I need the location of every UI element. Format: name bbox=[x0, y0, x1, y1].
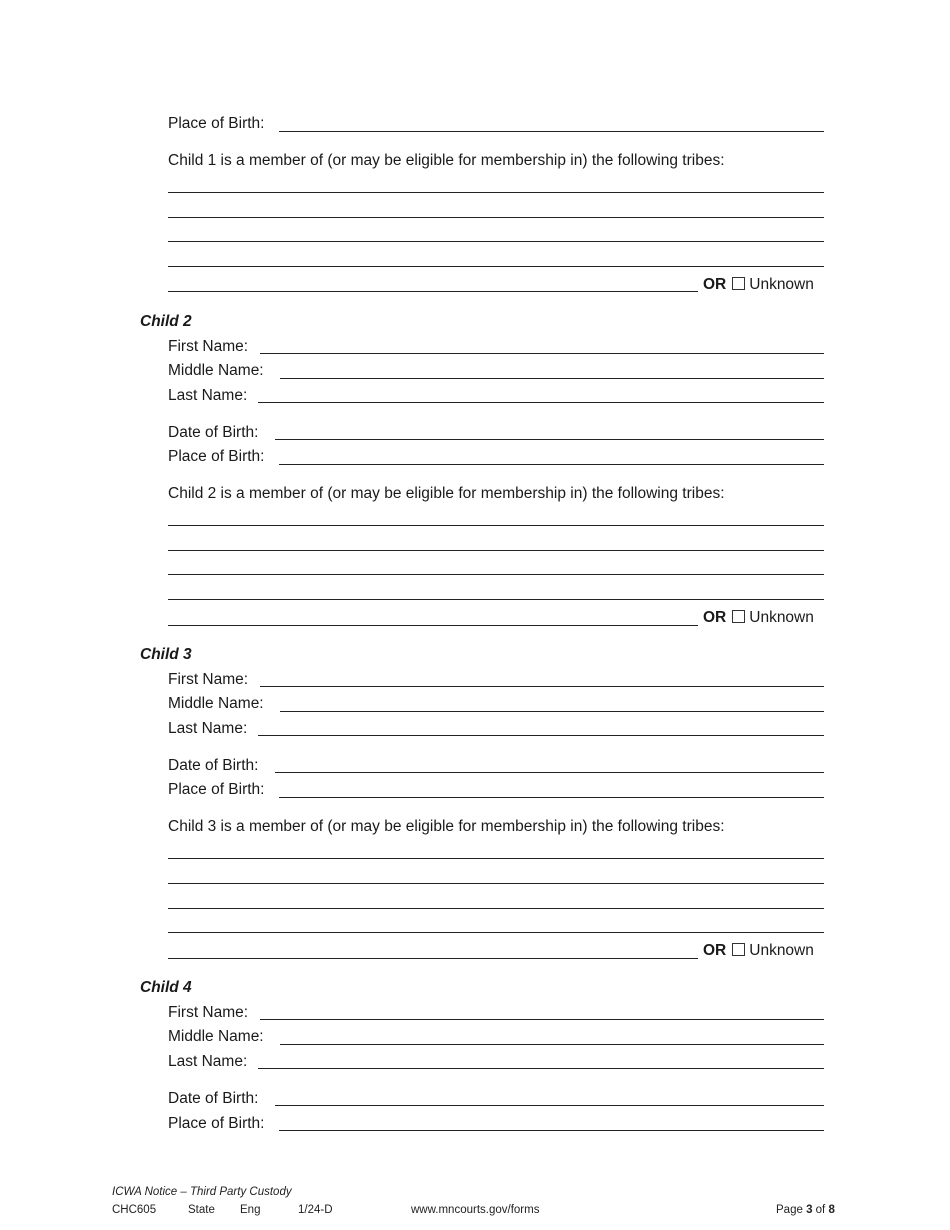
child2-place-of-birth-field[interactable] bbox=[279, 464, 824, 465]
last-name-label: Last Name: bbox=[168, 387, 248, 404]
date-of-birth-label: Date of Birth: bbox=[168, 1090, 259, 1107]
page-of: of bbox=[812, 1204, 829, 1216]
last-name-label: Last Name: bbox=[168, 720, 248, 737]
child2-tribe-line-1[interactable] bbox=[168, 525, 824, 526]
child1-tribe-line-4[interactable] bbox=[168, 266, 824, 267]
page-total: 8 bbox=[828, 1204, 835, 1216]
child2-date-of-birth-field[interactable] bbox=[275, 439, 824, 440]
place-of-birth-label: Place of Birth: bbox=[168, 1115, 265, 1132]
page-prefix: Page bbox=[776, 1204, 807, 1216]
child1-unknown-option bbox=[703, 276, 814, 294]
child3-last-name-field[interactable] bbox=[258, 735, 824, 736]
child3-date-of-birth-field[interactable] bbox=[275, 772, 824, 773]
unknown-checkbox[interactable] bbox=[732, 610, 745, 623]
child3-tribe-line-1[interactable] bbox=[168, 858, 824, 859]
footer-state: State bbox=[188, 1204, 215, 1216]
child3-heading: Child 3 bbox=[140, 646, 192, 663]
child2-unknown-option bbox=[703, 609, 814, 627]
footer-language: Eng bbox=[240, 1204, 261, 1216]
child2-tribe-line-5[interactable] bbox=[168, 625, 698, 626]
child3-tribe-line-3[interactable] bbox=[168, 908, 824, 909]
footer-revision: 1/24-D bbox=[298, 1204, 333, 1216]
child3-unknown-option bbox=[703, 942, 814, 960]
child4-heading: Child 4 bbox=[140, 979, 192, 996]
child4-last-name-field[interactable] bbox=[258, 1068, 824, 1069]
child1-place-of-birth-field[interactable] bbox=[279, 131, 824, 132]
first-name-label: First Name: bbox=[168, 671, 249, 688]
footer-form-title: ICWA Notice – Third Party Custody bbox=[112, 1186, 292, 1198]
footer-form-code: CHC605 bbox=[112, 1204, 157, 1216]
or-label: OR bbox=[703, 609, 727, 626]
place-of-birth-label: Place of Birth: bbox=[168, 448, 265, 465]
child3-first-name-field[interactable] bbox=[260, 686, 824, 687]
date-of-birth-label: Date of Birth: bbox=[168, 424, 259, 441]
last-name-label: Last Name: bbox=[168, 1053, 248, 1070]
child4-middle-name-field[interactable] bbox=[280, 1044, 824, 1045]
or-label: OR bbox=[703, 276, 727, 293]
child3-tribe-line-2[interactable] bbox=[168, 883, 824, 884]
child4-place-of-birth-field[interactable] bbox=[279, 1130, 824, 1131]
unknown-checkbox[interactable] bbox=[732, 943, 745, 956]
child2-tribes-text: Child 2 is a member of (or may be eligible for membership in) the following tribes: bbox=[168, 485, 725, 502]
child1-tribe-line-3[interactable] bbox=[168, 241, 824, 242]
child2-middle-name-field[interactable] bbox=[280, 378, 824, 379]
child3-tribes-text: Child 3 is a member of (or may be eligible for membership in) the following tribes: bbox=[168, 818, 725, 835]
middle-name-label: Middle Name: bbox=[168, 362, 264, 379]
middle-name-label: Middle Name: bbox=[168, 695, 264, 712]
place-of-birth-label: Place of Birth: bbox=[168, 781, 265, 798]
child3-place-of-birth-field[interactable] bbox=[279, 797, 824, 798]
child1-tribes-text: Child 1 is a member of (or may be eligible for membership in) the following tribes: bbox=[168, 152, 725, 169]
child3-tribe-line-5[interactable] bbox=[168, 958, 698, 959]
child1-tribe-line-2[interactable] bbox=[168, 217, 824, 218]
unknown-label: Unknown bbox=[749, 609, 814, 626]
child2-first-name-field[interactable] bbox=[260, 353, 824, 354]
page-current: 3 bbox=[806, 1204, 813, 1216]
place-of-birth-label: Place of Birth: bbox=[168, 115, 265, 132]
first-name-label: First Name: bbox=[168, 338, 249, 355]
unknown-label: Unknown bbox=[749, 942, 814, 959]
child1-tribe-line-1[interactable] bbox=[168, 192, 824, 193]
child3-tribe-line-4[interactable] bbox=[168, 932, 824, 933]
footer-url: www.mncourts.gov/forms bbox=[411, 1204, 540, 1216]
child2-tribe-line-4[interactable] bbox=[168, 599, 824, 600]
unknown-label: Unknown bbox=[749, 276, 814, 293]
child4-date-of-birth-field[interactable] bbox=[275, 1105, 824, 1106]
date-of-birth-label: Date of Birth: bbox=[168, 757, 259, 774]
first-name-label: First Name: bbox=[168, 1004, 249, 1021]
child1-tribe-line-5[interactable] bbox=[168, 291, 698, 292]
child4-first-name-field[interactable] bbox=[260, 1019, 824, 1020]
child2-tribe-line-3[interactable] bbox=[168, 574, 824, 575]
child3-middle-name-field[interactable] bbox=[280, 711, 824, 712]
or-label: OR bbox=[703, 942, 727, 959]
child2-heading: Child 2 bbox=[140, 313, 192, 330]
unknown-checkbox[interactable] bbox=[732, 277, 745, 290]
child2-last-name-field[interactable] bbox=[258, 402, 824, 403]
middle-name-label: Middle Name: bbox=[168, 1028, 264, 1045]
footer-page-number bbox=[776, 1203, 835, 1217]
child2-tribe-line-2[interactable] bbox=[168, 550, 824, 551]
